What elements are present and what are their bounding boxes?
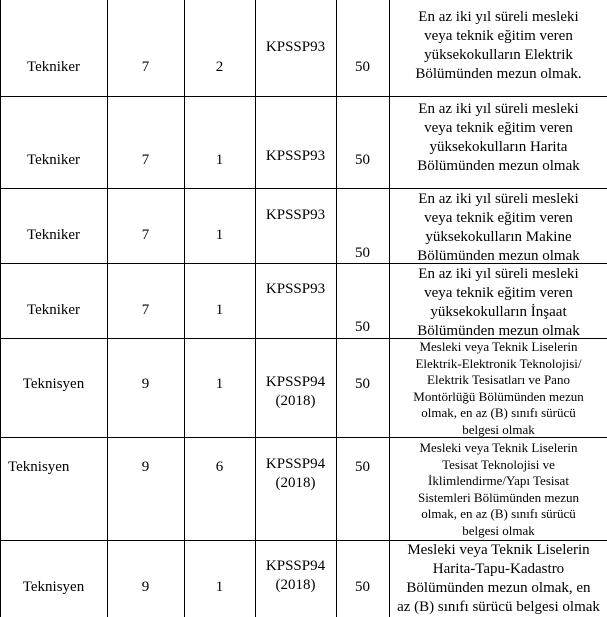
- minimum-score: 50: [355, 376, 370, 392]
- grade-level: 7: [141, 152, 150, 168]
- row-divider: [0, 188, 607, 189]
- exam-score-type: KPSSP94 (2018): [255, 455, 336, 493]
- qualification-requirement: Mesleki veya Teknik Liselerin Tesisat Teknolojisi ve İklimlendirme/Yapı Tesisat Sistemleri Bölümünden mezun olmak, en az (B) sınıfı sürücü belgesi olmak: [417, 440, 580, 538]
- position-title: Teknisyen: [22, 376, 85, 392]
- column-divider: [255, 0, 256, 617]
- grade-level: 9: [141, 459, 150, 475]
- position-title: Tekniker: [26, 227, 81, 243]
- minimum-score: 50: [355, 319, 370, 335]
- position-count: 2: [215, 59, 224, 75]
- exam-score-type: KPSSP94 (2018): [255, 373, 336, 411]
- position-count: 1: [215, 376, 224, 392]
- position-title: Tekniker: [26, 59, 81, 75]
- minimum-score: 50: [355, 245, 370, 261]
- minimum-score: 50: [355, 59, 370, 75]
- column-divider: [336, 0, 337, 617]
- exam-year: (2018): [275, 475, 316, 491]
- position-title: Tekniker: [26, 152, 81, 168]
- exam-year: (2018): [275, 577, 316, 593]
- exam-score-type: KPSSP93: [265, 148, 326, 164]
- qualification-requirement: En az iki yıl süreli mesleki veya teknik eğitim veren yüksekokulların Harita Bölümünden mezun olmak: [417, 101, 580, 174]
- position-title: Teknisyen: [22, 579, 85, 595]
- exam-score-type: KPSSP94 (2018): [255, 557, 336, 595]
- grade-level: 7: [141, 302, 150, 318]
- grade-level: 9: [141, 579, 150, 595]
- position-title: Tekniker: [26, 302, 81, 318]
- position-title: Teknisyen: [8, 459, 70, 475]
- exam-score-type: KPSSP93: [265, 39, 326, 55]
- qualification-requirement: En az iki yıl süreli mesleki veya teknik eğitim veren yüksekokulların Makine Bölümünden mezun olmak: [417, 191, 580, 264]
- position-count: 6: [215, 459, 224, 475]
- grade-level: 7: [141, 227, 150, 243]
- grade-level: 9: [141, 376, 150, 392]
- exam-score-type: KPSSP93: [265, 207, 326, 223]
- minimum-score: 50: [355, 459, 370, 475]
- grade-level: 7: [141, 59, 150, 75]
- qualification-requirement: Mesleki veya Teknik Liselerin Elektrik-Elektronik Teknolojisi/ Elektrik Tesisatları ve Pano Montörlüğü Bölümünden mezun olmak, en az (B) sınıfı sürücü belgesi olmak: [413, 339, 584, 437]
- minimum-score: 50: [355, 579, 370, 595]
- exam-year: (2018): [275, 393, 316, 409]
- minimum-score: 50: [355, 152, 370, 168]
- position-count: 1: [215, 152, 224, 168]
- position-count: 1: [215, 579, 224, 595]
- qualification-requirement: En az iki yıl süreli mesleki veya teknik eğitim veren yüksekokulların Elektrik Bölümünden mezun olmak.: [415, 9, 582, 82]
- row-divider: [0, 96, 607, 97]
- qualification-requirement: Mesleki veya Teknik Liselerin Harita-Tapu-Kadastro Bölümünden mezun olmak, en az (B) sınıfı sürücü belgesi olmak: [397, 542, 600, 615]
- qualification-requirement: En az iki yıl süreli mesleki veya teknik eğitim veren yüksekokulların İnşaat Bölümünden mezun olmak: [417, 266, 580, 339]
- position-count: 1: [215, 227, 224, 243]
- exam-score-type: KPSSP93: [265, 281, 326, 297]
- position-count: 1: [215, 302, 224, 318]
